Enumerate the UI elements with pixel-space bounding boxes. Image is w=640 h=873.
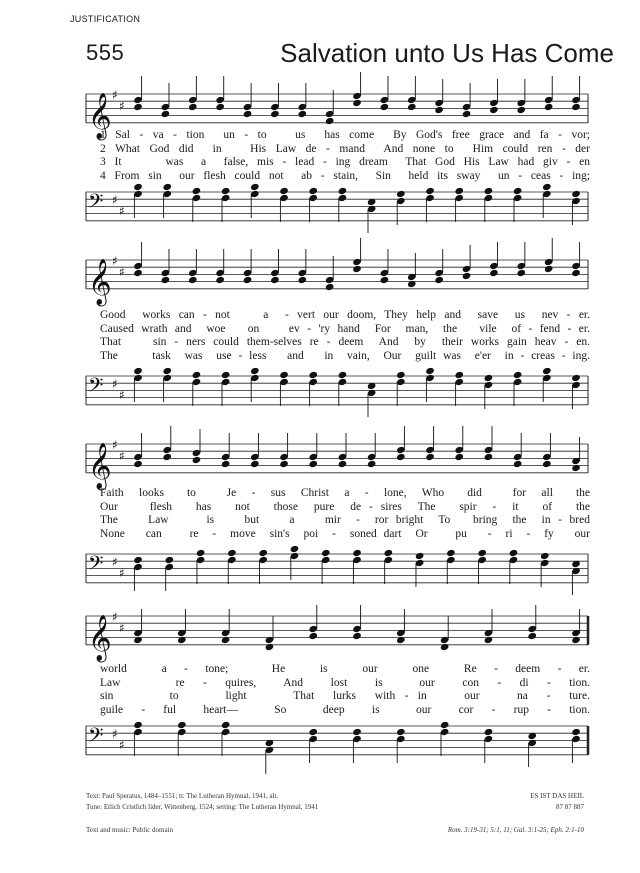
note-head — [243, 276, 253, 284]
note-head — [338, 460, 348, 468]
note-head — [484, 453, 494, 461]
note-head — [571, 464, 581, 472]
note-head — [571, 636, 581, 644]
lyric-line: Our flesh has not those pure de - sires The spir - it of the — [100, 500, 590, 513]
note-head — [308, 728, 318, 736]
note-head — [192, 187, 202, 195]
note-head — [380, 276, 390, 284]
lyrics-block-1 — [100, 129, 590, 183]
note-head — [221, 636, 231, 644]
meter: 87 87 887 — [556, 803, 584, 811]
treble-clef-icon: 𝄞 — [88, 442, 112, 489]
note-head — [325, 283, 335, 291]
note-head — [462, 110, 472, 118]
lyric-line: world a - tone; He is our one Re - deem - er. — [100, 663, 590, 675]
note-head — [454, 371, 464, 379]
note-head — [542, 367, 552, 375]
sharp-icon: ♯ — [112, 254, 118, 268]
note-head — [177, 721, 187, 729]
tune-name: ES IST DAS HEIL — [530, 792, 584, 800]
note-head — [221, 371, 231, 379]
lyric-line: Faith looks to Je - sus Christ a - lone, Who did for all the — [100, 487, 590, 499]
note-head — [188, 276, 198, 284]
copyright: Text and music: Public domain — [86, 826, 173, 834]
note-head — [321, 549, 331, 557]
note-head — [133, 460, 143, 468]
note-head — [396, 190, 406, 198]
note-head — [434, 276, 444, 284]
note-head — [352, 632, 362, 640]
note-head — [133, 556, 143, 564]
note-head — [215, 276, 225, 284]
note-head — [396, 636, 406, 644]
note-head — [338, 371, 348, 379]
note-head — [380, 103, 390, 111]
note-head — [270, 276, 280, 284]
lyric-line: Good works can - not a - vert our doom, They help and save us nev - er. — [100, 309, 590, 321]
sharp-icon: ♯ — [112, 438, 118, 452]
note-head — [477, 549, 487, 557]
note-head — [542, 183, 552, 191]
note-head — [221, 187, 231, 195]
note-head — [527, 632, 537, 640]
note-head — [425, 453, 435, 461]
bass-staff-3 — [0, 546, 640, 602]
note-head — [489, 269, 499, 277]
note-head — [133, 721, 143, 729]
note-head — [440, 721, 450, 729]
lyric-line: None can re - move sin's poi - soned dart Or pu - ri - fy our — [100, 527, 590, 540]
note-head — [513, 371, 523, 379]
note-head — [290, 545, 300, 553]
note-head — [425, 187, 435, 195]
note-head — [250, 460, 260, 468]
bass-staff-4 — [0, 718, 640, 774]
lyric-line: The Law is but a mir - ror bright To bring the in - bred — [100, 514, 590, 527]
bass-staff-1 — [0, 184, 640, 240]
section-heading: JUSTIFICATION — [70, 14, 141, 24]
sharp-icon: ♯ — [119, 738, 125, 752]
note-head — [544, 103, 554, 111]
note-head — [162, 367, 172, 375]
note-head — [270, 110, 280, 118]
lyrics-block-2 — [100, 309, 590, 363]
scripture-references: Rom. 3:19-31; 5:1, 11; Gal. 3:1-25; Eph. 2:1-10 — [447, 826, 584, 834]
note-head — [407, 103, 417, 111]
treble-staff-4 — [0, 608, 640, 664]
treble-clef-icon: 𝄞 — [88, 92, 112, 139]
note-head — [516, 269, 526, 277]
note-head — [133, 269, 143, 277]
note-head — [544, 265, 554, 273]
note-head — [161, 110, 171, 118]
note-head — [162, 183, 172, 191]
note-head — [540, 552, 550, 560]
note-head — [462, 272, 472, 280]
sharp-icon: ♯ — [112, 610, 118, 624]
note-head — [571, 190, 581, 198]
lyric-line: guile - ful heart— So deep is our cor - rup - tion. — [100, 703, 590, 716]
note-head — [250, 367, 260, 375]
sharp-icon: ♯ — [112, 88, 118, 102]
note-head — [542, 460, 552, 468]
note-head — [196, 549, 206, 557]
note-head — [297, 276, 307, 284]
note-head — [454, 187, 464, 195]
note-head — [279, 371, 289, 379]
note-head — [396, 371, 406, 379]
note-head — [192, 371, 202, 379]
note-head — [396, 453, 406, 461]
sharp-icon: ♯ — [119, 620, 125, 635]
note-head — [425, 367, 435, 375]
lyric-line: 3 It was a false, mis - lead - ing dream That God His Law had giv - en — [100, 156, 590, 169]
lyric-line: sin to light That lurks with - in our na - ture. — [100, 690, 590, 703]
treble-clef-icon: 𝄞 — [88, 614, 112, 661]
note-head — [221, 721, 231, 729]
note-head — [162, 453, 172, 461]
note-head — [133, 183, 143, 191]
note-head — [133, 103, 143, 111]
note-head — [446, 549, 456, 557]
note-head — [484, 728, 494, 736]
note-head — [165, 556, 175, 564]
bass-clef-icon: 𝄢 — [88, 551, 104, 580]
note-head — [161, 276, 171, 284]
sharp-icon: ♯ — [112, 727, 118, 742]
lyrics-block-3 — [100, 487, 590, 541]
note-head — [192, 456, 202, 464]
sharp-icon: ♯ — [119, 98, 125, 113]
bass-clef-icon: 𝄢 — [88, 373, 104, 402]
note-head — [338, 187, 348, 195]
sharp-icon: ♯ — [119, 264, 125, 279]
note-head — [513, 460, 523, 468]
note-head — [352, 549, 362, 557]
note-head — [484, 374, 494, 382]
lyric-line: Law re - quires, And lost is our con - di - tion. — [100, 676, 590, 689]
note-head — [454, 453, 464, 461]
note-head — [227, 549, 237, 557]
note-head — [516, 106, 526, 114]
note-head — [571, 374, 581, 382]
note-head — [250, 183, 260, 191]
note-head — [415, 552, 425, 560]
note-head — [352, 99, 362, 107]
treble-clef-icon: 𝄞 — [88, 258, 112, 305]
sharp-icon: ♯ — [119, 204, 125, 218]
lyric-line: That sin - ners could them-selves re - deem And by their works gain heav - en. — [100, 336, 590, 349]
sharp-icon: ♯ — [112, 377, 118, 392]
note-head — [265, 643, 275, 651]
note-head — [279, 460, 289, 468]
sharp-icon: ♯ — [119, 388, 125, 402]
lyric-line: 1 Sal - va - tion un - to us has come By God's free grace and fa - vor; — [100, 129, 590, 141]
note-head — [440, 643, 450, 651]
bass-clef-icon: 𝄢 — [88, 189, 104, 218]
note-head — [297, 110, 307, 118]
note-head — [177, 636, 187, 644]
note-head — [308, 632, 318, 640]
note-head — [396, 728, 406, 736]
note-head — [308, 187, 318, 195]
hymn-number: 555 — [86, 40, 125, 65]
note-head — [279, 187, 289, 195]
lyric-line: 2 What God did in His Law de - mand And none to Him could ren - der — [100, 142, 590, 155]
sharp-icon: ♯ — [119, 448, 125, 463]
note-head — [188, 103, 198, 111]
lyric-line: Caused wrath and woe on ev - 'ry hand For man, the vile of - fend - er. — [100, 322, 590, 335]
note-head — [308, 460, 318, 468]
note-head — [509, 549, 519, 557]
note-head — [133, 367, 143, 375]
note-head — [489, 106, 499, 114]
bass-clef-icon: 𝄢 — [88, 723, 104, 752]
note-head — [367, 460, 377, 468]
treble-staff-2 — [0, 252, 640, 308]
note-head — [133, 636, 143, 644]
tune-credit: Tune: Etlich Cristlich lider, Wittenberg, 1524; setting: The Lutheran Hymnal, 1941 — [86, 803, 319, 811]
note-head — [407, 280, 417, 288]
note-head — [484, 636, 494, 644]
note-head — [352, 728, 362, 736]
note-head — [513, 187, 523, 195]
note-head — [484, 187, 494, 195]
note-head — [384, 549, 394, 557]
note-head — [258, 549, 268, 557]
treble-staff-3 — [0, 436, 640, 492]
note-head — [571, 103, 581, 111]
sharp-icon: ♯ — [119, 566, 125, 580]
note-head — [325, 117, 335, 125]
sharp-icon: ♯ — [112, 555, 118, 570]
note-head — [571, 269, 581, 277]
note-head — [215, 103, 225, 111]
lyric-line: The task was use - less and in vain, Our guilt was e'er in - creas - ing. — [100, 349, 590, 362]
text-credit: Text: Paul Speratus, 1484–1551; tr. The Lutheran Hymnal, 1941, alt. — [86, 792, 279, 800]
note-head — [308, 371, 318, 379]
note-head — [434, 106, 444, 114]
hymn-title: Salvation unto Us Has Come — [280, 38, 614, 68]
sharp-icon: ♯ — [112, 193, 118, 208]
bass-staff-2 — [0, 368, 640, 424]
note-head — [243, 110, 253, 118]
note-head — [352, 265, 362, 273]
note-head — [571, 728, 581, 736]
note-head — [221, 460, 231, 468]
lyric-line: 4 From sin our flesh could not ab - stain, Sin held its sway un - ceas - ing; — [100, 169, 590, 182]
lyrics-block-4 — [100, 663, 590, 717]
